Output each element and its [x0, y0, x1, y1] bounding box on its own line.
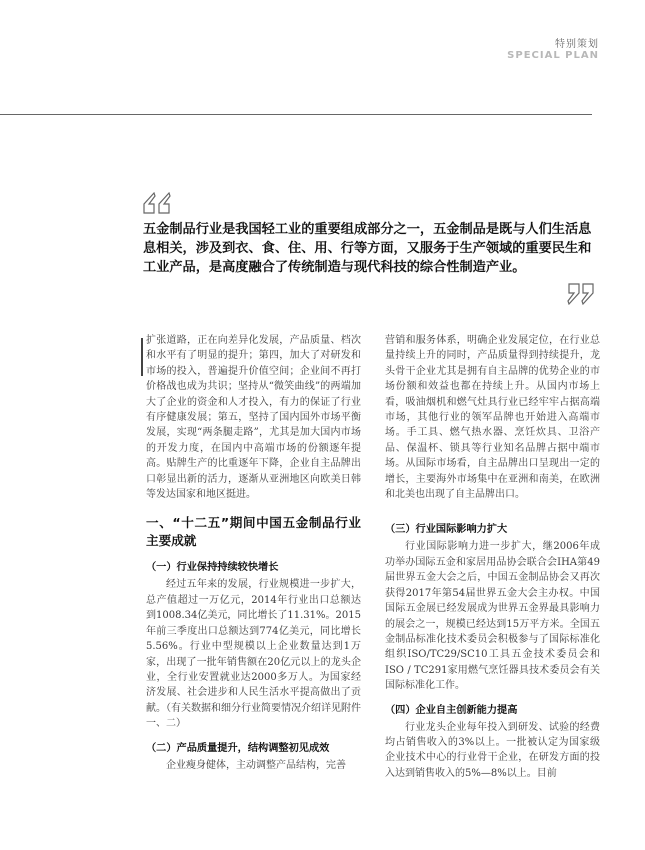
quality-paragraph: 企业瘦身健体，主动调整产品结构，完善: [166, 759, 346, 771]
open-quote-icon: [142, 192, 172, 214]
section-label-en: SPECIAL PLAN: [507, 50, 599, 61]
innovation-paragraph: 行业龙头企业每年投入到研发、试验的经费均占销售收入的3%以上。一批被认定为国家级企业技术中心的行业骨干企业，在研发方面的投入达到销售收入的5%—8%以上。目前: [385, 721, 600, 779]
header-divider: [0, 114, 592, 115]
left-column: [146, 333, 361, 823]
left-intro-paragraph: 扩张道路，正在向差异化发展，产品质量、档次和水平有了明显的提升；第四，加大了对研发和市场的投入，普遍提升价值空间；企业间不再打价格战也成为共识；坚持从“微笑曲线”的两端加大了企业的资金和人才投入，有力的保证了行业有序健康发展；第五，坚持了国内国外市场平衡发展，实现“两条腿走路”，尤其是加大国内市场的开发力度，在国内中高端市场的份额逐年提高。贴牌生产的比重逐年下降，企业自主品牌出口彰显出新的活力，逐渐从亚洲地区向欧美日韩等发达国家和地区挺进。: [146, 335, 361, 501]
subheading-growth: （一）行业保持持续较快增长: [146, 562, 279, 574]
growth-paragraph: 经过五年来的发展，行业规模进一步扩大，总产值超过一万亿元，2014年行业出口总额达到1008.34亿美元，同比增长了11.31%。2015年前三季度出口总额达到774亿美元，同比增长5.56%。行业中型规模以上企业数量达到1万家，出现了一批年销售额在20亿元以上的龙头企业，全行业安置就业达2000多万人。为国家经济发展、社会进步和人民生活水平提高做出了贡献。（有关数据和细分行业简要情况介绍详见附件一、二）: [146, 579, 361, 730]
international-paragraph: 行业国际影响力进一步扩大，继2006年成功举办国际五金和家居用品协会联合会IHA第49届世界五金大会之后，中国五金制品协会又再次获得2017年第54届世界五金大会主办权。中国国际五金展已经发展成为世界五金界最具影响力的展会之一，规模已经达到15万平方米。全国五金制品标准化技术委员会积极参与了国际标准化组织ISO/TC29/SC10工具五金技术委员会和ISO / TC291家用燃气烹饪器具技术委员会有关国际标准化工作。: [385, 541, 600, 692]
right-column: [385, 333, 600, 803]
section-heading: 一、“十二五”期间中国五金制品行业主要成就: [146, 515, 361, 549]
column-accent-rule: [141, 338, 143, 376]
right-intro-paragraph: 营销和服务体系，明确企业发展定位，在行业总量持续上升的同时，产品质量得到持续提升，龙头骨干企业尤其是拥有自主品牌的优势企业的市场份额和效益也都在持续上升。从国内市场上看，吸油烟机和燃气灶具行业已经牢牢占据高端市场，其他行业的领军品牌也开始进入高端市场。手工具、燃气热水器、烹饪炊具、卫浴产品、保温杯、锁具等行业知名品牌占据中端市场。从国际市场看，自主品牌出口呈现出一定的增长，主要海外市场集中在亚洲和南美，在欧洲和北美也出现了自主品牌出口。: [385, 335, 600, 501]
pull-quote: 五金制品行业是我国轻工业的重要组成部分之一，五金制品是既与人们生活息息相关，涉及到衣、食、住、用、行等方面，又服务于生产领域的重要民生和工业产品，是高度融合了传统制造与现代科技的综合性制造产业。: [143, 222, 592, 275]
subheading-innovation: （四）企业自主创新能力提高: [385, 704, 518, 716]
subheading-international: （三）行业国际影响力扩大: [385, 524, 508, 536]
subheading-quality: （二）产品质量提升，结构调整初见成效: [146, 742, 330, 754]
section-label-cn: 特别策划: [555, 39, 599, 50]
close-quote-icon: [566, 283, 596, 305]
